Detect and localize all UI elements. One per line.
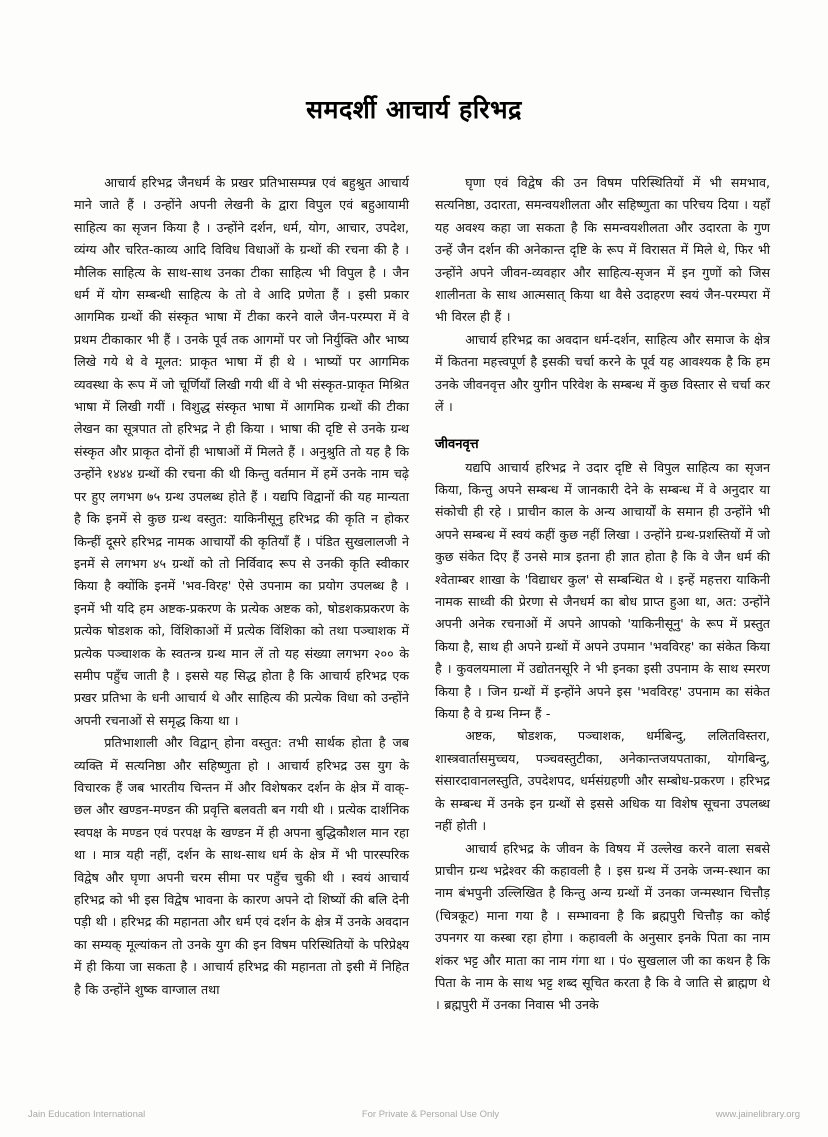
footer-usage-notice: For Private & Personal Use Only [361,1109,500,1120]
section-subheading-jivanvritt: जीवनवृत्त [435,437,479,453]
footer-publisher: Jain Education International [28,1109,146,1120]
paragraph: यद्यपि आचार्य हरिभद्र ने उदार दृष्टि से विपुल साहित्य का सृजन किया, किन्तु अपने सम्बन्ध में जानकारी देने के सम्बन्ध में वे अनुदार या संकोची ही रहे । प्राचीन काल के अन्य आचार्यों के समान ही उन्होंने भी अपने सम्बन्ध में स्वयं कहीं कुछ नहीं लिखा । उन्होंने ग्रन्थ-प्रशस्तियों में जो कुछ संकेत दिए हैं उनसे मात्र इतना ही ज्ञात होता है कि वे जैन धर्म की श्वेताम्बर शाखा के 'विद्याधर कुल' से सम्बन्धित थे । इन्हें महत्तरा याकिनी नामक साध्वी की प्रेरणा से जैनधर्म का बोध प्राप्त हुआ था, अत: उन्होंने अपनी अनेक रचनाओं में अपने आपको 'याकिनीसूनु' के रूप में प्रस्तुत किया है, साथ ही अपने ग्रन्थों में अपने उपमान 'भवविरह' का संकेत किया है । कुवलयमाला में उद्योतनसूरि ने भी इनका इसी उपनाम के साथ स्मरण किया है । जिन ग्रन्थों में इन्होंने अपने इस 'भवविरह' उपनाम का संकेत किया है वे ग्रन्थ निम्न हैं - [435,459,770,722]
paragraph: आचार्य हरिभद्र जैनधर्म के प्रखर प्रतिभासम्पन्न एवं बहुश्रुत आचार्य माने जाते हैं । उन्होंने अपनी लेखनी के द्वारा विपुल एवं बहुआयामी साहित्य का सृजन किया है । उन्होंने दर्शन, धर्म, योग, आचार, उपदेश, व्यंग्य और चरित-काव्य आदि विविध विधाओं के ग्रन्थों की रचना की है । मौलिक साहित्य के साथ-साथ उनका टीका साहित्य भी विपुल है । जैन धर्म में योग सम्बन्धी साहित्य के तो वे आदि प्रणेता हैं । इसी प्रकार आगमिक ग्रन्थों की संस्कृत भाषा में टीका करने वाले जैन-परम्परा में वे प्रथम टीकाकार भी हैं । उनके पूर्व तक आगमों पर जो निर्युक्ति और भाष्य लिखे गये थे वे मूलत: प्राकृत भाषा में ही थे । भाष्यों पर आगमिक व्यवस्था के रूप में जो चूर्णियाँ लिखी गयी थीं वे भी संस्कृत-प्राकृत मिश्रित भाषा में लिखी गयीं । विशुद्ध संस्कृत भाषा में आगमिक ग्रन्थों की टीका लेखन का सूत्रपात तो हरिभद्र ने ही किया । भाषा की दृष्टि से उनके ग्रन्थ संस्कृत और प्राकृत दोनों ही भाषाओं में मिलते हैं । अनुश्रुति तो यह है कि उन्होंने १४४४ ग्रन्थों की रचना की थी किन्तु वर्तमान में हमें उनके नाम चढ़े पर हुए लगभग ७५ ग्रन्थ उपलब्ध होते हैं । यद्यपि विद्वानों की यह मान्यता है कि इनमें से कुछ ग्रन्थ वस्तुत: याकिनीसूनु हरिभद्र की कृति न होकर किन्हीं दूसरे हरिभद्र नामक आचार्यों की कृतियाँ हैं । पंडित सुखलालजी ने इनमें से लगभग ४५ ग्रन्थों को तो निर्विवाद रूप से उनकी कृति स्वीकार किया है क्योंकि इनमें 'भव-विरह' ऐसे उपनाम का प्रयोग उपलब्ध है । इनमें भी यदि हम अष्टक-प्रकरण के प्रत्येक अष्टक को, षोडशकप्रकरण के प्रत्येक षोडशक को, विंशिकाओं में प्रत्येक विंशिका को तथा पञ्चाशक में प्रत्येक पञ्चाशक के स्वतन्त्र ग्रन्थ मान लें तो यह संख्या लगभग २०० के समीप पहुँच जाती है । इससे यह सिद्ध होता है कि आचार्य हरिभद्र एक प्रखर प्रतिभा के धनी आचार्य थे और साहित्य की प्रत्येक विधा को उन्होंने अपनी रचनाओं से समृद्ध किया था । [74,175,409,728]
paragraph: अष्टक, षोडशक, पञ्चाशक, धर्मबिन्दु, ललितविस्तरा, शास्त्रवार्तासमुच्चय, पञ्चवस्तुटीका, अनेकान्तजयपताका, योगबिन्दु, संसारदावानलस्तुति, उपदेशपद, धर्मसंग्रहणी और सम्बोध-प्रकरण । हरिभद्र के सम्बन्ध में उनके इन ग्रन्थों से इससे अधिक या विशेष सूचना उपलब्ध नहीं होती । [435,728,770,834]
paragraph: प्रतिभाशाली और विद्वान् होना वस्तुत: तभी सार्थक होता है जब व्यक्ति में सत्यनिष्ठा और सहिष्णुता हो । आचार्य हरिभद्र उस युग के विचारक हैं जब भारतीय चिन्तन में और विशेषकर दर्शन के क्षेत्र में वाक्-छल और खण्डन-मण्डन की प्रवृत्ति बलवती बन गयी थी । प्रत्येक दार्शनिक स्वपक्ष के मण्डन एवं परपक्ष के खण्डन में ही अपना बुद्धिकौशल मान रहा था । मात्र यही नहीं, दर्शन के साथ-साथ धर्म के क्षेत्र में भी पारस्परिक विद्वेष और घृणा अपनी चरम सीमा पर पहुँच चुकी थी । स्वयं आचार्य हरिभद्र को भी इस विद्वेष भावना के कारण अपने दो शिष्यों की बलि देनी पड़ी थी । हरिभद्र की महानता और धर्म एवं दर्शन के क्षेत्र में उनके अवदान का सम्यक् मूल्यांकन तो उनके युग की इन विषम परिस्थितियों के परिप्रेक्ष्य में ही किया जा सकता है । आचार्य हरिभद्र की महानता तो इसी में निहित है कि उन्होंने शुष्क वाग्जाल तथा [74,735,409,997]
right-column [435,172,770,1017]
two-column-layout [0,172,828,1017]
page-title: समदर्शी आचार्य हरिभद्र [306,95,522,124]
paragraph: घृणा एवं विद्वेष की उन विषम परिस्थितियों में भी समभाव, सत्यनिष्ठा, उदारता, समन्वयशीलता और सहिष्णुता का परिचय दिया । यहाँ यह अवश्य कहा जा सकता है कि समन्वयशीलता और उदारता के गुण उन्हें जैन दर्शन की अनेकान्त दृष्टि के रूप में विरासत में मिले थे, फिर भी उन्होंने अपने जीवन-व्यवहार और साहित्य-सृजन में इन गुणों को जिस शालीनता के साथ आत्मसात् किया था वैसे उदाहरण स्वयं जैन-परम्परा में भी विरल ही हैं । [435,175,770,325]
paragraph: आचार्य हरिभद्र के जीवन के विषय में उल्लेख करने वाला सबसे प्राचीन ग्रन्थ भद्रेश्वर की कहावली है । इस ग्रन्थ में उनके जन्म-स्थान का नाम बंभपुनी उल्लिखित है किन्तु अन्य ग्रन्थों में उनका जन्मस्थान चित्तौड़ (चित्रकूट) माना गया है । सम्भावना है कि ब्रह्मपुरी चित्तौड़ का कोई उपनगर या कस्बा रहा होगा । कहावली के अनुसार इनके पिता का नाम शंकर भट्ट और माता का नाम गंगा था । पं० सुखलाल जी का कथन है कि पिता के नाम के साथ भट्ट शब्द सूचित करता है कि वे जाति से ब्राह्मण थे । ब्रह्मपुरी में उनका निवास भी उनके [435,840,770,1013]
left-column [74,172,409,1017]
footer-website[interactable]: www.jainelibrary.org [715,1109,800,1120]
paragraph: आचार्य हरिभद्र का अवदान धर्म-दर्शन, साहित्य और समाज के क्षेत्र में कितना महत्त्वपूर्ण है इसकी चर्चा करने के पूर्व यह आवश्यक है कि हम उनके जीवनवृत्त और युगीन परिवेश के सम्बन्ध में कुछ विस्तार से चर्चा कर लें । [435,331,770,415]
page-footer [0,1109,828,1120]
